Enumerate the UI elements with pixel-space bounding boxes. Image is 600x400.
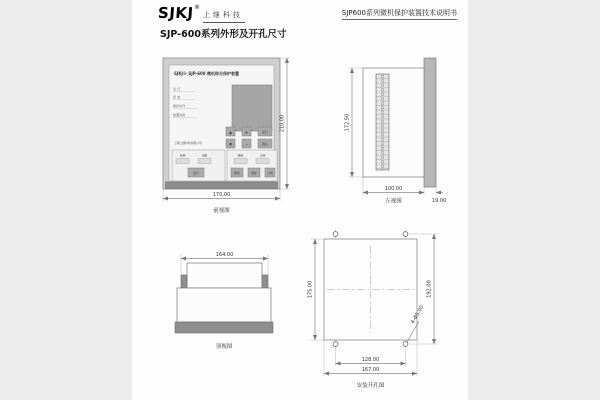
mounting-hole	[333, 342, 338, 347]
led-label: 运 行	[173, 87, 181, 91]
device-side-profile	[363, 58, 436, 187]
dim-height: 172.50	[344, 113, 351, 132]
key-down-glyph: ▼	[229, 142, 232, 147]
lcd-screen	[232, 85, 272, 131]
front-view-drawing	[155, 52, 305, 220]
dim-hole-spacing-h: 128.00	[361, 357, 380, 363]
front-bezel-side	[424, 58, 436, 187]
dim-height: 210.00	[279, 114, 286, 133]
mounting-clip-right	[262, 275, 268, 288]
device-model-label: SJKJ® SJP-600 微机综合保护装置	[174, 71, 239, 76]
indicator-slot	[234, 159, 247, 164]
key-plus-glyph: +	[244, 129, 249, 136]
left-view-caption: 左视图	[385, 198, 402, 205]
cutout-outline	[324, 229, 425, 349]
left-view-drawing	[340, 50, 470, 212]
device-top-profile	[175, 263, 273, 333]
group-right-button-glyph: 跳闸	[234, 171, 240, 176]
group-left-label: 闭锁	[201, 153, 208, 158]
key-up-glyph: ▲	[229, 130, 232, 135]
device-front-panel	[163, 58, 280, 189]
device-rear-top	[187, 263, 262, 288]
company-name-label: 上海上继科技有限公司	[174, 141, 202, 145]
group-right-button-glyph: 合闸	[267, 171, 273, 176]
led-label: 装置异常	[173, 113, 186, 117]
dim-width: 164.00	[215, 252, 234, 258]
dim-panel-depth: 19.00	[431, 198, 447, 204]
group-right-label: 合闸	[259, 153, 266, 158]
front-view-caption: 前视图	[213, 208, 230, 214]
brand-text: 上继科技	[203, 10, 245, 23]
mounting-cutout-drawing	[293, 225, 480, 397]
mounting-clip-left	[181, 275, 187, 288]
key-confirm-glyph: 确认	[261, 142, 269, 147]
hole-diameter-note: 4-Φ5.00	[410, 304, 426, 325]
indicator-slot	[176, 159, 189, 164]
mounting-hole	[403, 232, 408, 237]
company-logo	[157, 4, 200, 22]
group-right-label: 跳闸	[237, 153, 244, 158]
key-reset-glyph: 复归	[261, 130, 269, 135]
terminal-block-strip	[376, 74, 389, 170]
dim-hole-spacing-v: 192.00	[426, 280, 433, 298]
group-left-label: 检修	[179, 153, 186, 158]
led-label: 充 电	[173, 95, 181, 99]
indicator-slot	[198, 159, 211, 164]
section-title: SJP-600系列外形及开孔尺寸	[160, 29, 287, 40]
device-body-top	[177, 288, 271, 322]
group-left-button-glyph: 复位	[192, 171, 200, 176]
top-view-drawing	[140, 238, 300, 356]
led-label: 保护动作	[173, 104, 186, 108]
mounting-view-caption: 安装开孔图	[356, 383, 385, 389]
front-bezel-top	[175, 322, 273, 333]
mounting-hole	[403, 342, 408, 347]
dim-cutout-height: 175.00	[307, 280, 314, 299]
dim-width: 170.00	[212, 192, 231, 198]
registered-mark-icon: ®	[193, 4, 201, 11]
top-view-caption: 顶视图	[215, 344, 233, 350]
device-bottom-bezel	[166, 182, 278, 189]
document-page	[132, 0, 468, 400]
dim-depth: 100.00	[384, 186, 403, 192]
dim-cutout-width: 167.00	[361, 367, 380, 373]
mounting-hole	[333, 232, 338, 237]
indicator-slot	[256, 159, 269, 164]
logo-text: SJKJ	[157, 4, 195, 22]
device-body-side	[363, 68, 424, 177]
doc-title: SJP600系列微机保护装置技术说明书	[342, 8, 457, 20]
group-right-button-glyph: 储能	[251, 171, 257, 176]
lower-control-groups	[172, 150, 277, 181]
key-minus-glyph: -	[245, 141, 248, 148]
